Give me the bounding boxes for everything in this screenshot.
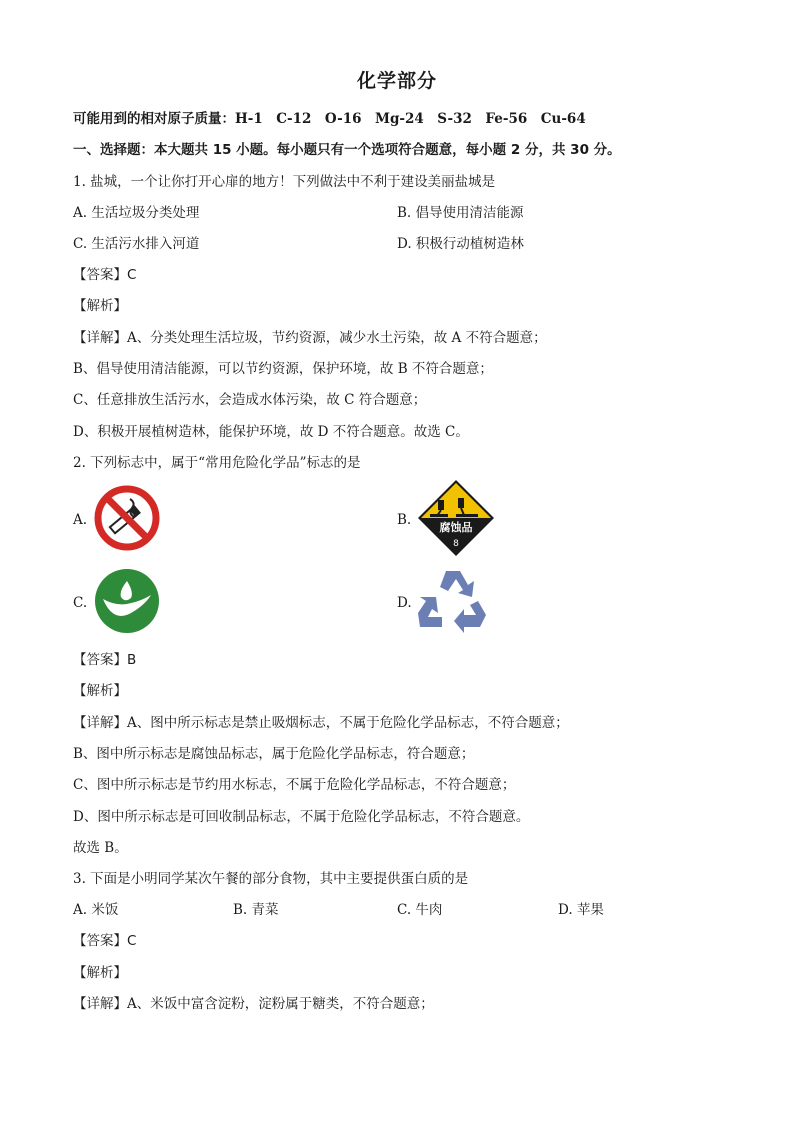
corrosive-label: 腐蚀品 xyxy=(439,521,473,534)
q2-answer: 【答案】B xyxy=(73,652,137,668)
q3-option-c: C. 牛肉 xyxy=(397,902,443,918)
question-3-stem: 3. 下面是小明同学某次午餐的部分食物，其中主要提供蛋白质的是 xyxy=(73,871,469,887)
q3-analysis-label: 【解析】 xyxy=(73,965,127,981)
q2-detail-line: 【详解】A、图中所示标志是禁止吸烟标志，不属于危险化学品标志，不符合题意； xyxy=(73,715,569,731)
q2-option-a: A. xyxy=(73,512,88,528)
corrosive-hazard-sign-icon xyxy=(416,478,496,558)
q2-option-d: D. xyxy=(397,595,412,611)
page-title: 化学部分 xyxy=(356,70,437,92)
q1-detail-line: B、倡导使用清洁能源，可以节约资源，保护环境，故 B 不符合题意； xyxy=(73,361,493,377)
q2-analysis-label: 【解析】 xyxy=(73,683,127,699)
q2-option-b: B. xyxy=(397,512,412,528)
q1-option-b: B. 倡导使用清洁能源 xyxy=(397,205,524,221)
q3-option-d: D. 苹果 xyxy=(558,902,604,918)
q2-detail-line: B、图中所示标志是腐蚀品标志，属于危险化学品标志，符合题意； xyxy=(73,746,475,762)
q1-option-c: C. 生活污水排入河道 xyxy=(73,236,200,252)
q3-option-b: B. 青菜 xyxy=(233,902,279,918)
section-heading: 一、选择题：本大题共 15 小题。每小题只有一个选项符合题意，每小题 2 分，共 30 分。 xyxy=(73,142,621,158)
q3-option-a: A. 米饭 xyxy=(73,902,119,918)
no-smoking-sign-icon xyxy=(94,485,160,551)
water-saving-sign-icon xyxy=(95,569,159,633)
q1-option-a: A. 生活垃圾分类处理 xyxy=(73,205,200,221)
q2-detail-line: 故选 B。 xyxy=(73,840,128,856)
q1-analysis-label: 【解析】 xyxy=(73,298,127,314)
question-2-stem: 2. 下列标志中，属于“常用危险化学品”标志的是 xyxy=(73,455,361,471)
q2-detail-line: C、图中所示标志是节约用水标志，不属于危险化学品标志，不符合题意； xyxy=(73,777,516,793)
question-1-stem: 1. 盐城，一个让你打开心扉的地方！下列做法中不利于建设美丽盐城是 xyxy=(73,174,496,190)
recycle-sign-icon xyxy=(416,567,490,633)
atomic-mass-line: 可能用到的相对原子质量：H-1 C-12 O-16 Mg-24 S-32 Fe-56 Cu-64 xyxy=(73,111,586,127)
q3-answer: 【答案】C xyxy=(73,933,137,949)
q1-answer: 【答案】C xyxy=(73,267,137,283)
q1-detail-line: 【详解】A、分类处理生活垃圾，节约资源，减少水土污染，故 A 不符合题意； xyxy=(73,330,547,346)
q3-detail-line: 【详解】A、米饭中富含淀粉，淀粉属于糖类，不符合题意； xyxy=(73,996,434,1012)
q2-option-c: C. xyxy=(73,595,88,611)
q1-detail-line: D、积极开展植树造林，能保护环境，故 D 不符合题意。故选 C。 xyxy=(73,424,469,440)
q1-option-d: D. 积极行动植树造林 xyxy=(397,236,524,252)
hazard-class-number: 8 xyxy=(453,539,459,549)
q1-detail-line: C、任意排放生活污水，会造成水体污染，故 C 符合题意； xyxy=(73,392,427,408)
q2-detail-line: D、图中所示标志是可回收制品标志，不属于危险化学品标志，不符合题意。 xyxy=(73,809,530,825)
